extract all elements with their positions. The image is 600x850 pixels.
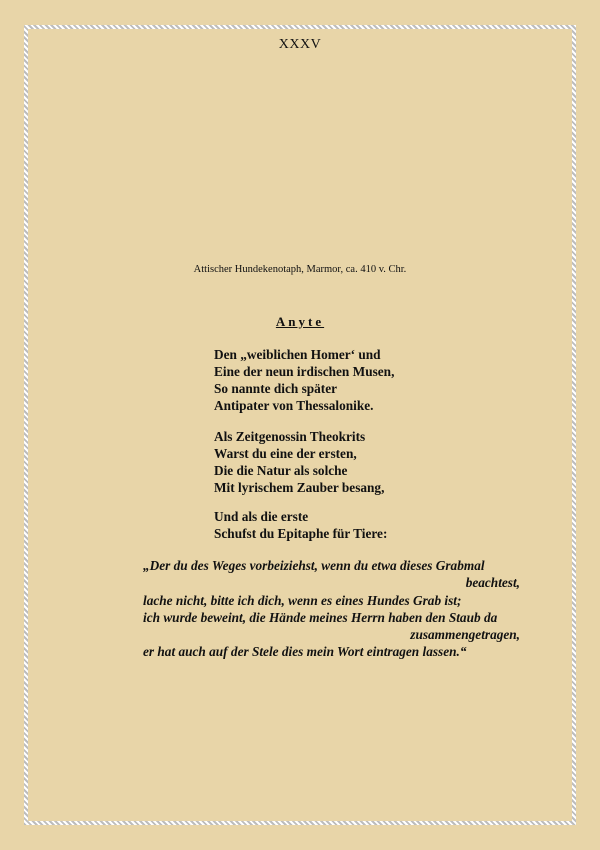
epitaph-line: lache nicht, bitte ich dich, wenn es eines Hundes Grab ist; [143, 592, 462, 608]
stanza-1 [214, 346, 394, 414]
verse-line: Die die Natur als solche [214, 463, 348, 478]
verse-line: Den „weiblichen Homer‘ und [214, 347, 381, 362]
image-caption: Attischer Hundekenotaph, Marmor, ca. 410 v. Chr. [193, 264, 407, 275]
verse-line: Warst du eine der ersten, [214, 446, 357, 461]
verse-line: Antipater von Thessalonike. [214, 398, 374, 413]
epitaph-line: ich wurde beweint, die Hände meines Herrn haben den Staub da [143, 609, 498, 625]
stanza-2 [214, 428, 384, 496]
verse-line: Als Zeitgenossin Theokrits [214, 429, 366, 444]
verse-line: Und als die erste [214, 509, 309, 524]
verse-line: So nannte dich später [214, 381, 338, 396]
stanza-3 [214, 508, 387, 542]
page-number: XXXV [278, 37, 322, 52]
page-border [24, 25, 576, 825]
verse-line: Eine der neun irdischen Musen, [214, 364, 395, 379]
poem-title: Anyte [275, 314, 325, 329]
epitaph-line-continuation: zusammengetragen, [410, 627, 520, 643]
epitaph-line-continuation: beachtest, [465, 575, 520, 591]
verse-line: Schufst du Epitaphe für Tiere: [214, 526, 388, 541]
epitaph-quote [143, 557, 520, 661]
verse-line: Mit lyrischem Zauber besang, [214, 480, 385, 495]
epitaph-line: er hat auch auf der Stele dies mein Wort eintragen lassen.“ [143, 644, 467, 660]
epitaph-line: „Der du des Weges vorbeiziehst, wenn du etwa dieses Grabmal [143, 558, 485, 573]
